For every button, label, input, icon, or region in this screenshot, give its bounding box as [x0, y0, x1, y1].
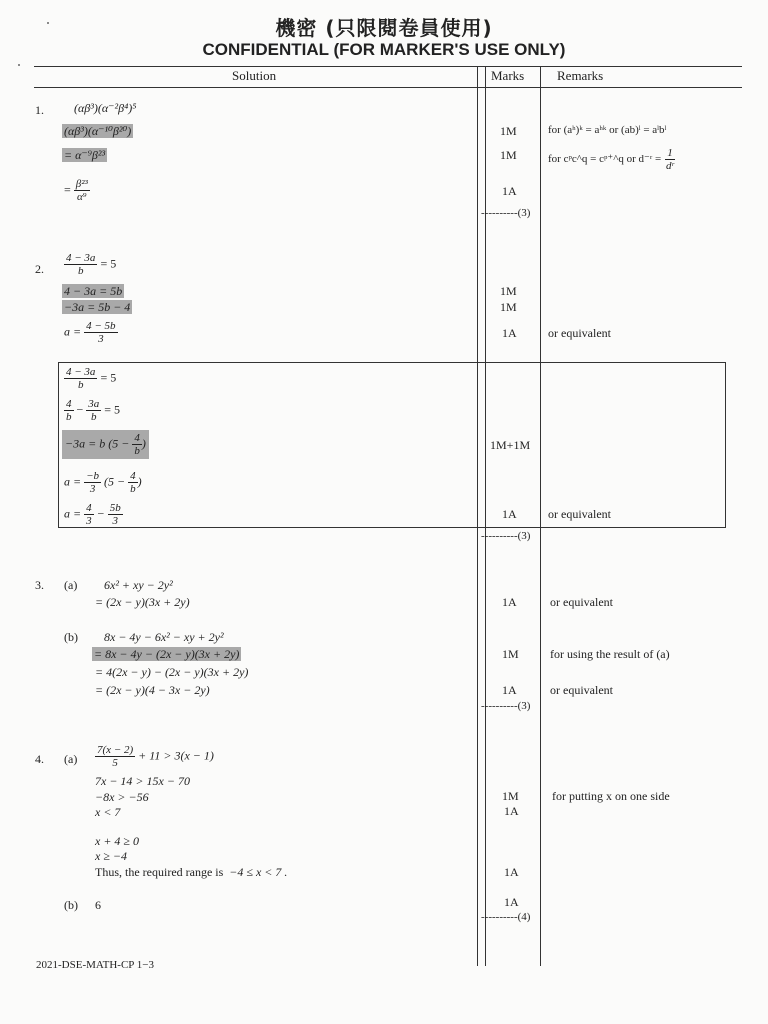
q4a-line-3: −8x > −56: [95, 790, 149, 804]
q2-line-4-lhs: a =: [64, 324, 82, 339]
alt-line-5-prefix: a =: [64, 506, 82, 521]
q1-numerator: β²³: [75, 178, 88, 190]
alt-line-5-fraction-1: [84, 502, 94, 527]
q1-line-4-fraction: [74, 178, 90, 203]
alt-denominator: b: [130, 483, 136, 495]
q3-subtotal: ----------(3): [481, 700, 531, 712]
q3b-remark-2: or equivalent: [550, 683, 613, 697]
q2-fraction-1: [64, 252, 97, 277]
page-title-english: CONFIDENTIAL (FOR MARKER'S USE ONLY): [202, 40, 566, 59]
q3a-line-2: = (2x − y)(3x + 2y): [95, 595, 190, 609]
q3b-line-2: = 8x − 4y − (2x − y)(3x + 2y): [94, 647, 240, 661]
q4b-mark: 1A: [504, 895, 519, 909]
q2-mark-3: 1A: [502, 326, 517, 340]
column-header-remarks: Remarks: [557, 68, 604, 83]
q4a-numerator: 7(x − 2): [97, 744, 134, 756]
q4a-conclusion-math: −4 ≤ x < 7 .: [229, 865, 288, 879]
q4a-fraction: [95, 744, 135, 769]
column-header-marks: Marks: [491, 68, 525, 83]
q4b-answer: 6: [95, 898, 101, 912]
q3b-line-3: = 4(2x − y) − (2x − y)(3x + 2y): [95, 665, 249, 679]
q2-line-4-denominator: 3: [98, 333, 104, 345]
alt-operator: −: [96, 506, 105, 521]
alt-numerator: 5b: [109, 502, 121, 514]
alt-mark-2: 1A: [502, 507, 517, 521]
alt-denominator: b: [66, 411, 72, 423]
q4a-line-6: x ≥ −4: [95, 849, 128, 863]
scan-speck: [47, 22, 49, 24]
q2-line-4-fraction: [84, 320, 117, 345]
scan-speck: [18, 64, 20, 66]
alt-fraction-2a: [64, 398, 74, 423]
q4a-line-2: 7x − 14 > 15x − 70: [95, 774, 190, 788]
q4a-mark-3: 1A: [504, 865, 519, 879]
q4a-denominator: 5: [112, 757, 118, 769]
q2-remark-3: or equivalent: [548, 326, 611, 340]
question-number: 4.: [35, 752, 44, 766]
q3-part-a-label: (a): [64, 578, 78, 592]
q4a-conclusion-text: Thus, the required range is: [95, 865, 224, 879]
alt-operator: −: [76, 402, 84, 417]
q3b-line-1: 8x − 4y − 6x² − xy + 2y²: [104, 630, 224, 644]
table-header-rule: [34, 87, 742, 88]
q2-rhs: = 5: [100, 256, 117, 271]
q1-remark-denominator: dʳ: [665, 160, 674, 172]
q4a-mark-1: 1M: [502, 789, 519, 803]
q1-line-1: (αβ³)(α⁻²β⁴)⁵: [74, 101, 137, 115]
q2-mark-1: 1M: [500, 284, 517, 298]
alt-mark-1: 1M+1M: [490, 438, 531, 452]
q2-line-3: −3a = 5b − 4: [64, 300, 131, 314]
q3b-mark-1: 1M: [502, 647, 519, 661]
q2-line-2: 4 − 3a = 5b: [64, 284, 123, 298]
q1-line-3: = α⁻⁹β²³: [64, 148, 106, 162]
alt-denominator: b: [77, 379, 84, 391]
q4a-line-4: x < 7: [95, 805, 121, 819]
alternative-solution-box: [58, 362, 726, 528]
alt-numerator: 4 − 3a: [66, 366, 96, 378]
alt-denominator: 3: [112, 515, 118, 527]
q1-line-2: (αβ³)(α⁻¹⁰β²⁰): [64, 124, 132, 138]
alt-fraction-2b: [86, 398, 101, 423]
alt-denominator: b: [91, 411, 97, 423]
alt-line-4-inner: 5 −: [108, 474, 126, 489]
q1-mark-1: 1M: [500, 124, 517, 138]
alt-line-3-inner: 5 −: [112, 436, 130, 451]
q4-part-a-label: (a): [64, 752, 78, 766]
alt-denominator: 3: [89, 483, 96, 495]
q1-mark-3: 1A: [502, 184, 517, 198]
q1-subtotal: ----------(3): [481, 207, 531, 219]
q2-denominator: b: [77, 265, 84, 277]
alt-line-3-prefix: −3a = b: [65, 436, 106, 451]
q3-part-b-label: (b): [64, 630, 78, 644]
q4a-line-1-rhs: + 11 > 3(x − 1): [138, 748, 214, 763]
alt-remark: or equivalent: [548, 507, 611, 521]
q3a-mark: 1A: [502, 595, 517, 609]
alt-numerator: 4: [134, 432, 140, 444]
q1-denominator: α⁹: [77, 191, 87, 203]
alt-denominator: 3: [86, 515, 92, 527]
column-header-solution: Solution: [232, 68, 277, 83]
question-number: 3.: [35, 578, 44, 592]
alt-denominator: b: [134, 445, 140, 457]
question-number: 2.: [35, 262, 44, 276]
q2-line-4-numerator: 4 − 5b: [86, 320, 116, 332]
alt-rhs: = 5: [100, 370, 117, 385]
q2-numerator: 4 − 3a: [66, 252, 96, 264]
q4a-mark-2: 1A: [504, 804, 519, 818]
q2-subtotal: ----------(3): [481, 530, 531, 542]
alt-numerator: −b: [86, 470, 100, 482]
q3b-remark-1: for using the result of (a): [550, 647, 670, 661]
alt-fraction-1: [64, 366, 97, 391]
q1-remark-2: for cᵖc^q = cᵖ⁺^q or d⁻ʳ =: [548, 153, 662, 166]
q1-remark-2-fraction: [664, 147, 676, 172]
alt-numerator: 4: [66, 398, 72, 410]
page-title-chinese: 機密 (只限閱卷員使用): [275, 16, 493, 40]
alt-line-4-fraction: [84, 470, 101, 495]
q3b-line-4: = (2x − y)(4 − 3x − 2y): [95, 683, 210, 697]
footer-paper-code: 2021-DSE-MATH-CP 1−3: [36, 959, 154, 971]
q3a-line-1: 6x² + xy − 2y²: [104, 578, 173, 592]
q3b-mark-2: 1A: [502, 683, 517, 697]
alt-line-3-fraction: [132, 432, 142, 457]
alt-line-3-highlight: −3a = b (5 − $\frac{4}{b}$ ): [62, 430, 149, 459]
q1-remark-numerator: 1: [667, 147, 673, 159]
q1-mark-2: 1M: [500, 148, 517, 162]
q1-line-4-equals: =: [64, 182, 71, 197]
q4a-line-5: x + 4 ≥ 0: [95, 834, 140, 848]
q1-remark-1: for (aʰ)ᵏ = aʰᵏ or (ab)ˡ = aˡbˡ: [548, 124, 667, 136]
q4-subtotal: ----------(4): [481, 911, 531, 923]
q4-part-b-label: (b): [64, 898, 78, 912]
alt-line-5-fraction-2: [108, 502, 123, 527]
q2-mark-2: 1M: [500, 300, 517, 314]
alt-numerator: 3a: [88, 398, 100, 410]
q4a-remark-1: for putting x on one side: [552, 789, 670, 803]
question-number: 1.: [35, 103, 44, 117]
q3a-remark: or equivalent: [550, 595, 613, 609]
alt-line-4-fraction-2: [128, 470, 138, 495]
alt-line-4-prefix: a =: [64, 474, 82, 489]
table-top-rule: [34, 66, 742, 67]
alt-numerator: 4: [130, 470, 136, 482]
alt-rhs: = 5: [104, 402, 121, 417]
alt-numerator: 4: [86, 502, 92, 514]
